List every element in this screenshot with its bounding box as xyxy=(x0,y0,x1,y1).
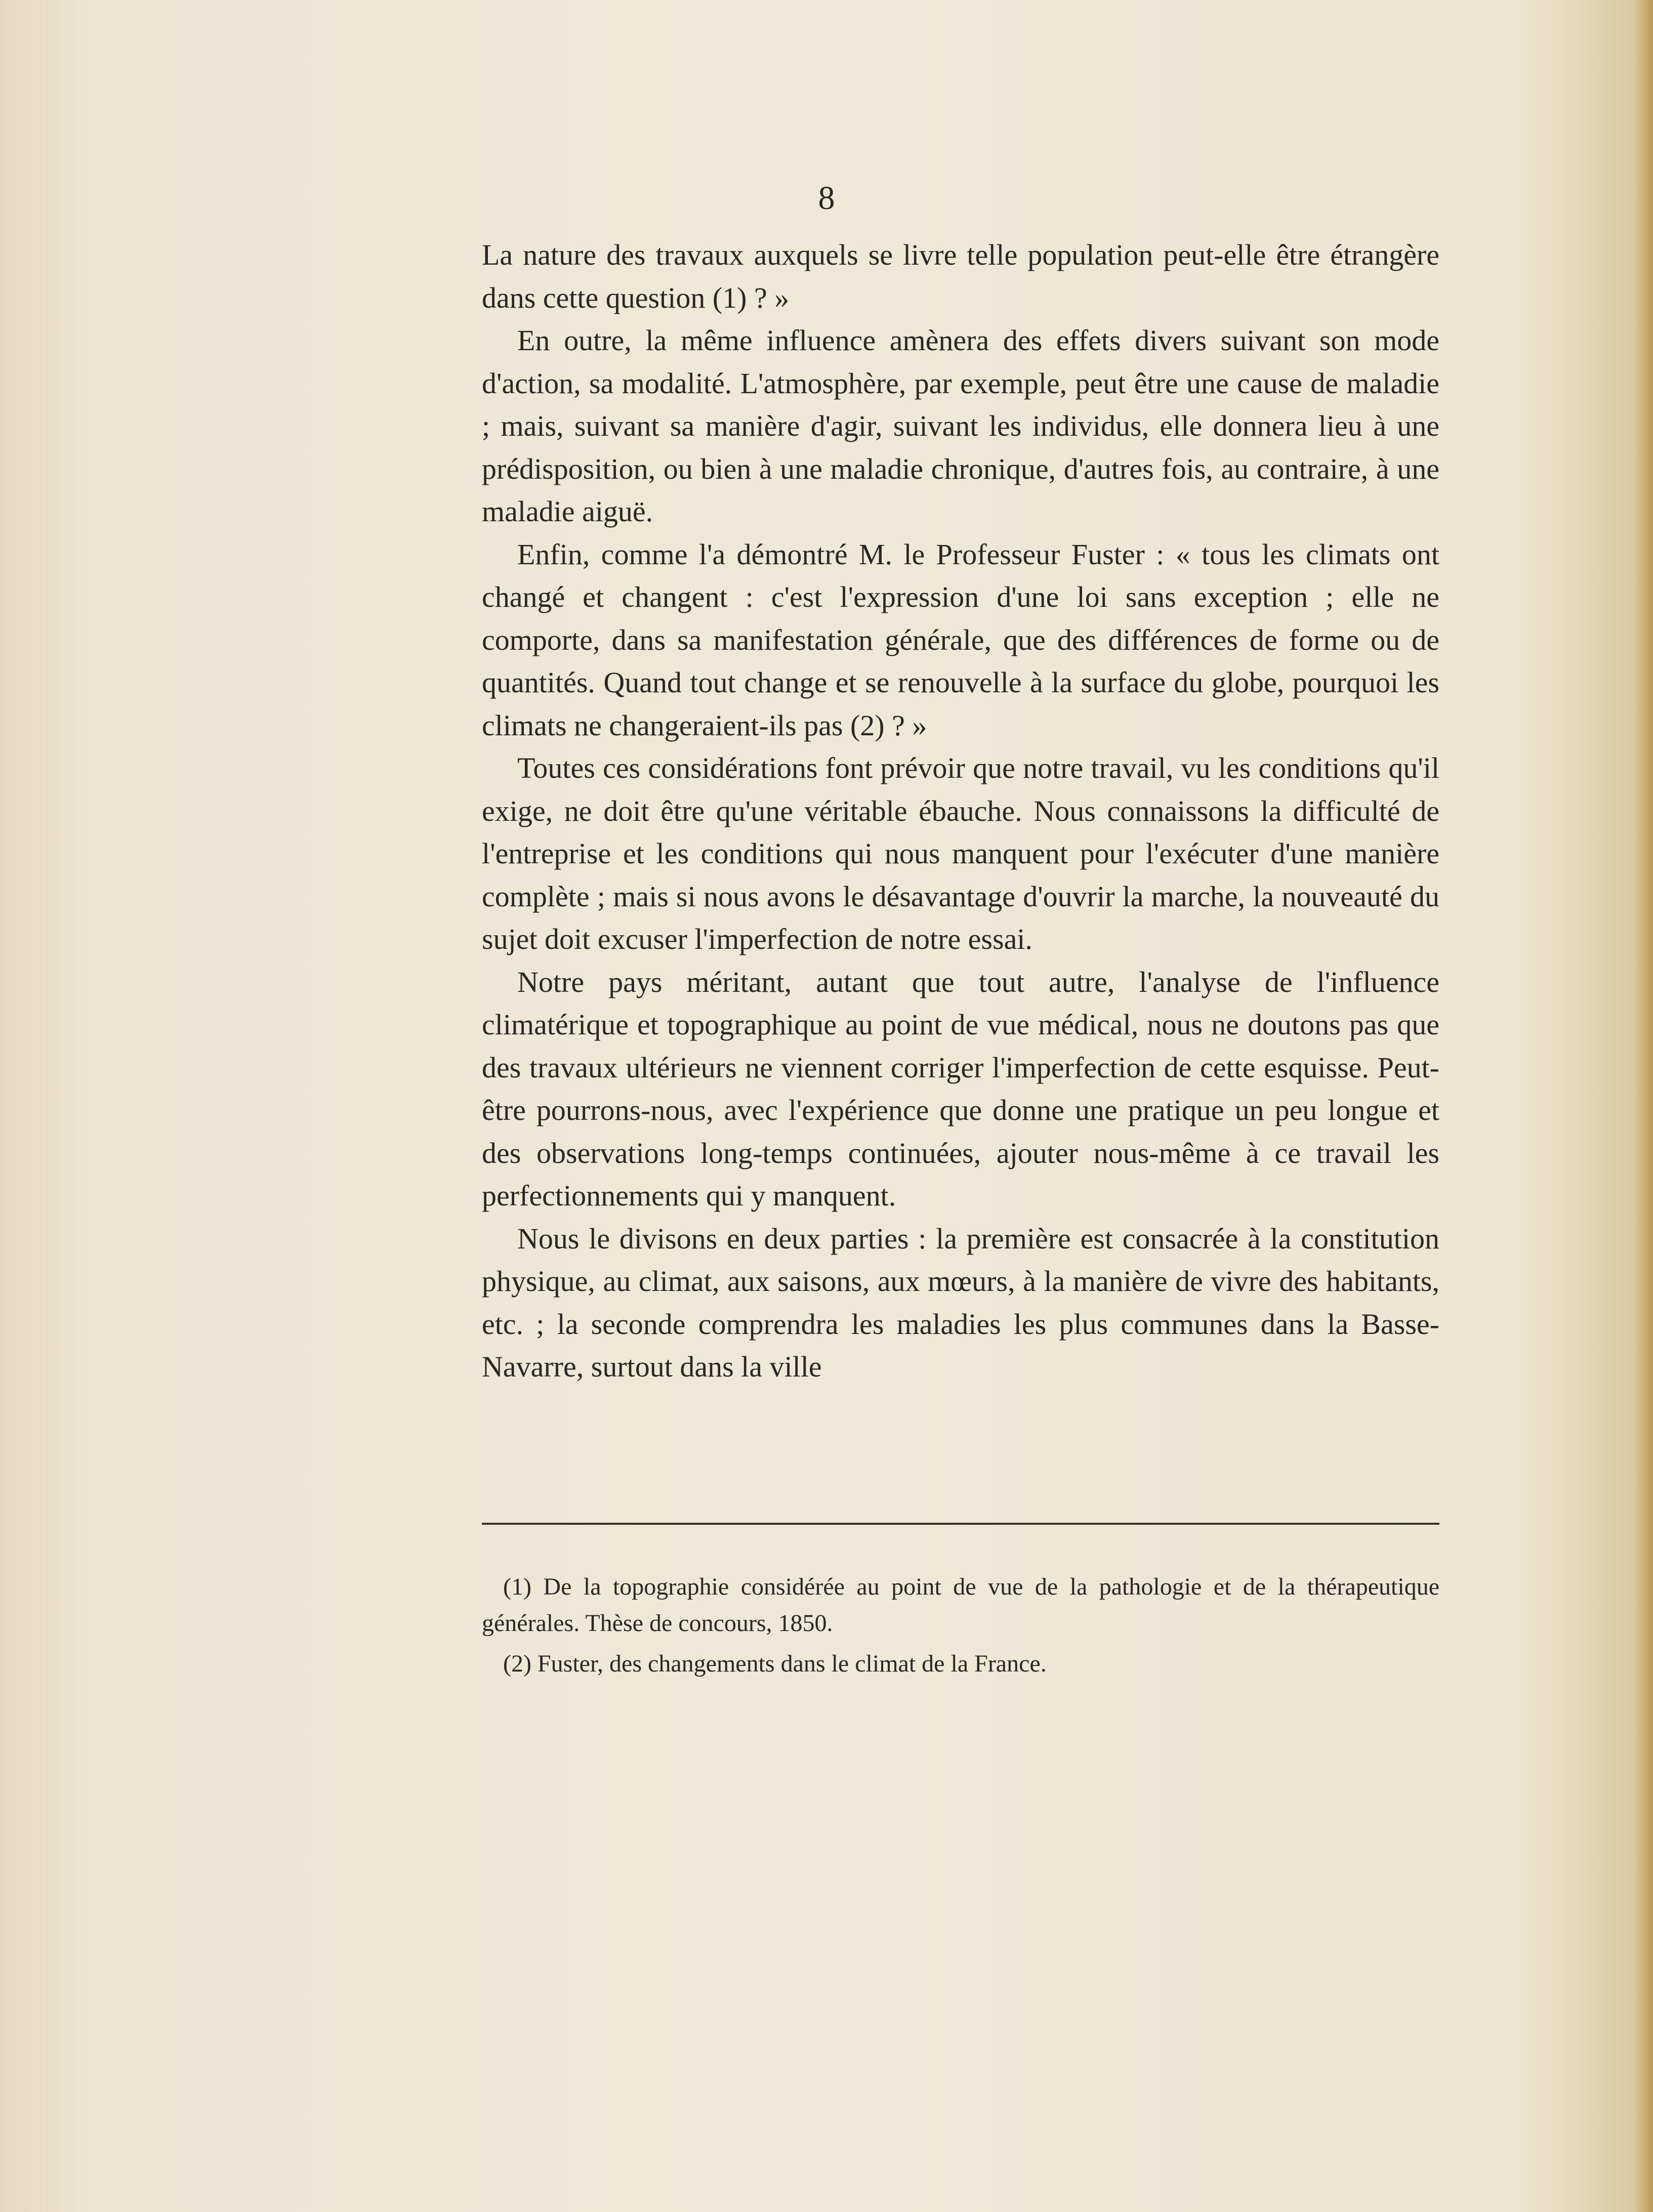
paragraph: Nous le divisons en deux parties : la première est consacrée à la constitution physique, au climat, aux saisons, aux mœurs, à la manière de vivre des habitants, etc. ; la seconde comprendra les maladies les plus communes dans la Basse-Navarre, surtout dans la ville xyxy=(482,1222,1439,1383)
page-number: 8 xyxy=(818,180,835,217)
footnote: (2) Fuster, des changements dans le climat de la France. xyxy=(503,1650,1047,1677)
paragraph: Toutes ces considérations font prévoir que notre travail, vu les conditions qu'il exige, ne doit être qu'une véritable ébauche. Nous connaissons la difficulté de l'entreprise et les conditions qui nous manquent pour l'exécuter d'une manière complète ; mais si nous avons le désavantage d'ouvrir la marche, la nouveauté du sujet doit excuser l'imperfection de notre essai. xyxy=(482,752,1439,955)
page-edge-shadow xyxy=(1636,0,1653,2212)
footnote-separator xyxy=(482,1523,1439,1525)
footnotes xyxy=(482,1569,1439,1686)
body-text xyxy=(482,234,1439,1389)
paragraph: Notre pays méritant, autant que tout autre, l'analyse de l'influence climatérique et topographique au point de vue médical, nous ne doutons pas que des travaux ultérieurs ne viennent corriger l'imperfection de cette esquisse. Peut-être pourrons-nous, avec l'expérience que donne une pratique un peu longue et des observations long-temps continuées, ajouter nous-même à ce travail les perfectionnements qui y manquent. xyxy=(482,965,1439,1212)
footnote: (1) De la topographie considérée au point de vue de la pathologie et de la thérapeutique générales. Thèse de concours, 1850. xyxy=(482,1573,1439,1637)
paragraph: Enfin, comme l'a démontré M. le Professeur Fuster : « tous les climats ont changé et changent : c'est l'expression d'une loi sans exception ; elle ne comporte, dans sa manifestation générale, que des différences de forme ou de quantités. Quand tout change et se renouvelle à la surface du globe, pourquoi les climats ne changeraient-ils pas (2) ? » xyxy=(482,537,1439,742)
paragraph: En outre, la même influence amènera des effets divers suivant son mode d'action, sa modalité. L'atmosphère, par exemple, peut être une cause de maladie ; mais, suivant sa manière d'agir, suivant les individus, elle donnera lieu à une prédisposition, ou bien à une maladie chronique, d'autres fois, au contraire, à une maladie aiguë. xyxy=(482,324,1439,528)
paragraph: La nature des travaux auxquels se livre telle population peut-elle être étrangère dans cette question (1) ? » xyxy=(482,238,1439,314)
